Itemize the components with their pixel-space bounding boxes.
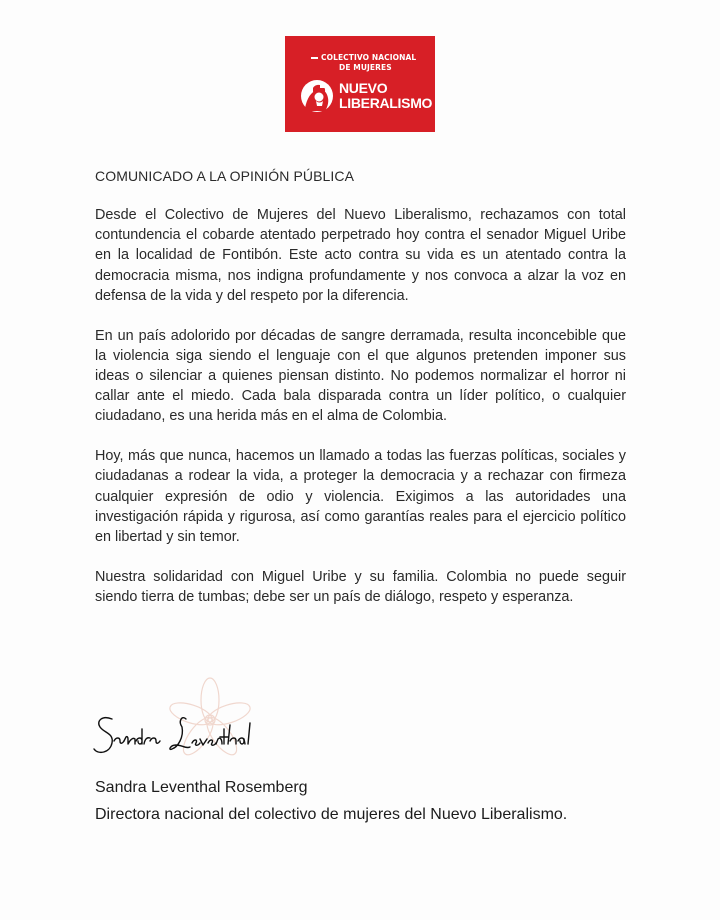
- document-body: [95, 205, 626, 627]
- paragraph: En un país adolorido por décadas de sangre derramada, resulta inconcebible que la violencia siga siendo el lenguaje con el que algunos pretenden imponer sus ideas o silenciar a quienes piensan distinto. No podemos normalizar el horror ni callar ante el miedo. Cada bala disparada contra un líder político, o cualquier ciudadano, es una herida más en el alma de Colombia.: [95, 327, 626, 425]
- portrait-emblem-icon: [299, 78, 335, 114]
- organization-logo: [285, 36, 435, 132]
- signer-name: Sandra Leventhal Rosemberg: [95, 779, 308, 796]
- paragraph: Desde el Colectivo de Mujeres del Nuevo Liberalismo, rechazamos con total contundencia el cobarde atentado perpetrado hoy contra el senador Miguel Uribe en la localidad de Fontibón. Este acto contra su vida es un atentado contra la democracia misma, nos indigna profundamente y nos convoca a alzar la voz en defensa de la vida y del respeto por la diferencia.: [95, 207, 626, 304]
- signer-title: Directora nacional del colectivo de mujeres del Nuevo Liberalismo.: [95, 806, 568, 823]
- logo-main-line1: NUEVO: [339, 80, 388, 96]
- document-heading: COMUNICADO A LA OPINIÓN PÚBLICA: [95, 168, 355, 184]
- logo-wordmark: [339, 81, 432, 111]
- logo-main-line2: LIBERALISMO: [339, 95, 433, 111]
- paragraph: Nuestra solidaridad con Miguel Uribe y su familia. Colombia no puede seguir siendo tierra de tumbas; debe ser un país de diálogo, respeto y esperanza.: [95, 568, 626, 606]
- logo-subtitle: [311, 53, 416, 73]
- paragraph: Hoy, más que nunca, hacemos un llamado a todas las fuerzas políticas, sociales y ciudadanas a rodear la vida, a proteger la democracia y a rechazar con firmeza cualquier expresión de odio y violencia. Exigimos a las autoridades una investigación rápida y rigurosa, así como garantías reales para el ejercicio político en libertad y sin temor.: [95, 448, 626, 546]
- logo-line2: DE MUJERES: [339, 63, 392, 72]
- logo-dash: [311, 57, 318, 59]
- handwritten-signature: [90, 697, 280, 767]
- logo-line1: COLECTIVO NACIONAL: [321, 53, 417, 62]
